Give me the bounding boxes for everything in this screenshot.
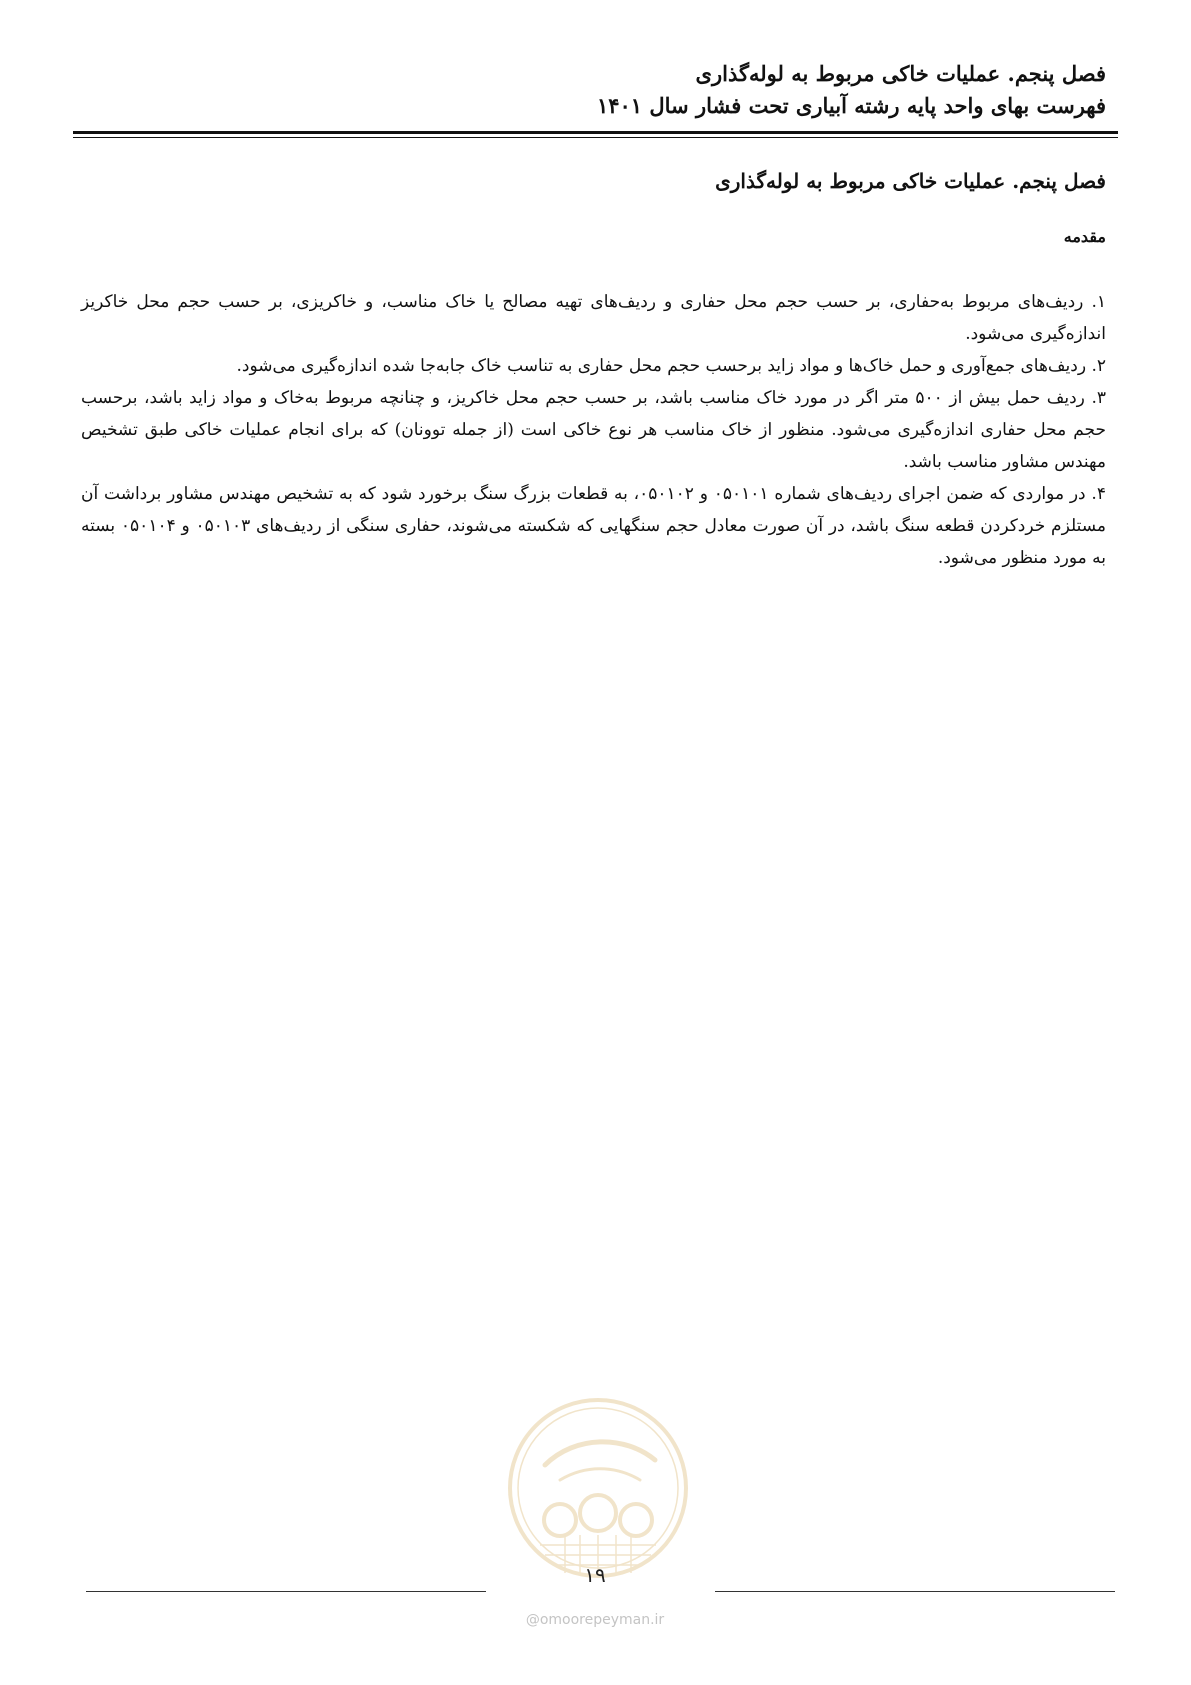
intro-heading: مقدمه <box>1063 227 1106 246</box>
body-text <box>81 286 1106 574</box>
page-number: ۱۹ <box>584 1563 606 1587</box>
footer-rule-left <box>86 1591 486 1592</box>
watermark-logo <box>505 1395 691 1581</box>
running-header <box>86 58 1106 122</box>
header-chapter-line: فصل پنجم. عملیات خاکی مربوط به لوله‌گذاری <box>695 61 1106 86</box>
header-rule-thin <box>73 137 1118 138</box>
watermark-url: @omoorepeyman.ir <box>525 1612 665 1628</box>
header-rule-thick <box>73 131 1118 134</box>
paragraph-3: ۳. ردیف حمل بیش از ۵۰۰ متر اگر در مورد خاک مناسب باشد، بر حسب حجم محل خاکریز، و چنانچه مربوط به‌خاک و مواد زاید باشد، برحسب حجم محل حفاری اندازه‌گیری می‌شود. منظور از خاک مناسب هر نوع خاکی است (از جمله توونان) که برای انجام عملیات خاکی طبق تشخیص مهندس مشاور مناسب باشد. <box>81 388 1106 472</box>
chapter-title: فصل پنجم. عملیات خاکی مربوط به لوله‌گذاری <box>715 169 1106 193</box>
footer-rule-right <box>715 1591 1115 1592</box>
paragraph-2: ۲. ردیف‌های جمع‌آوری و حمل خاک‌ها و مواد زاید برحسب حجم محل حفاری به تناسب خاک جابه‌جا شده اندازه‌گیری می‌شود. <box>236 356 1106 376</box>
header-catalog-line: فهرست بهای واحد پایه رشته آبیاری تحت فشار سال ۱۴۰۱ <box>596 93 1106 118</box>
paragraph-1: ۱. ردیف‌های مربوط به‌حفاری، بر حسب حجم محل حفاری و ردیف‌های تهیه مصالح یا خاک مناسب، و خاکریزی، بر حسب حجم محل خاکریز اندازه‌گیری می‌شود. <box>81 292 1106 344</box>
paragraph-4: ۴. در مواردی که ضمن اجرای ردیف‌های شماره ۰۵۰۱۰۱ و ۰۵۰۱۰۲، به قطعات بزرگ سنگ برخورد شود که به تشخیص مهندس مشاور برداشت آن مستلزم خردکردن قطعه سنگ باشد، در آن صورت معادل حجم سنگهایی که شکسته می‌شوند، حفاری سنگی از ردیف‌های ۰۵۰۱۰۳ و ۰۵۰۱۰۴ بسته به مورد منظور می‌شود. <box>81 484 1106 568</box>
